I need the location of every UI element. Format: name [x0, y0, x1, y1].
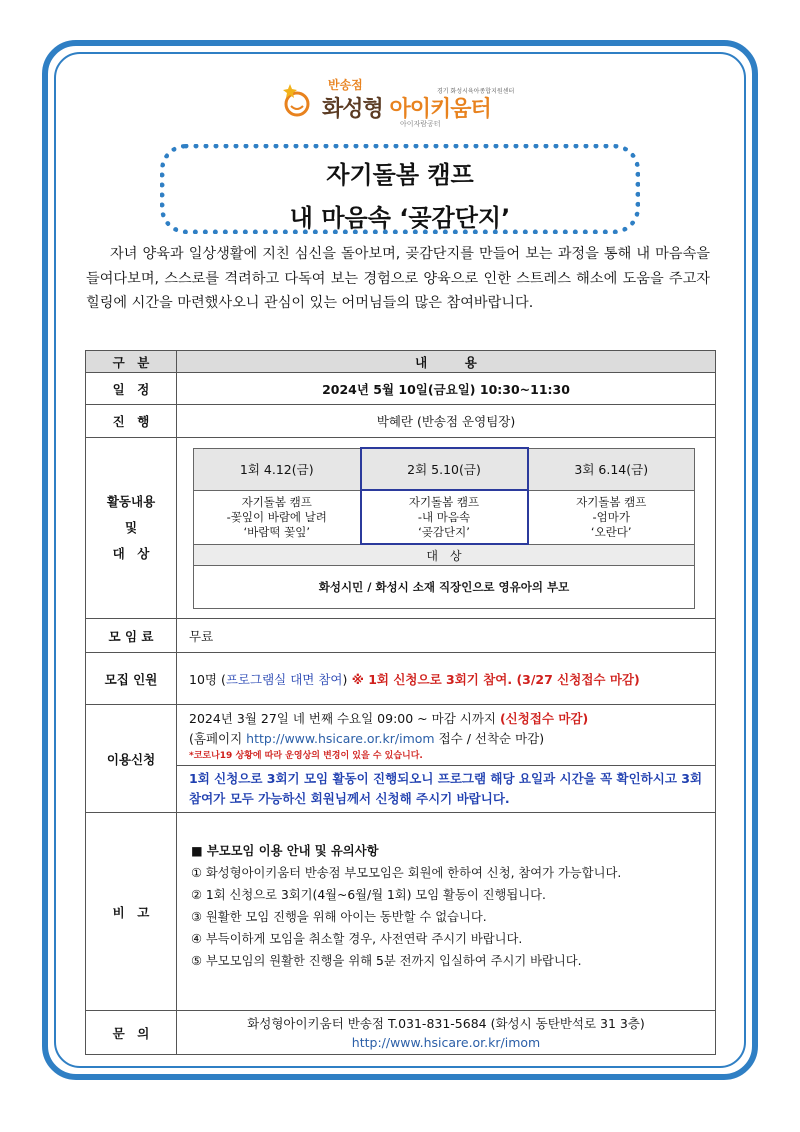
session-body-row — [194, 490, 695, 544]
recruit-row — [86, 653, 716, 705]
apply-homepage-link[interactable]: http://www.hsicare.or.kr/imom — [246, 731, 435, 746]
recruit-close: ) — [342, 671, 348, 687]
recruit-note: ※ 1회 신청으로 3회기 참여. (3/27 신청접수 마감) — [347, 671, 640, 687]
apply-covid-note: *코로나19 상황에 따라 운영상의 변경이 있을 수 있습니다. — [189, 751, 423, 761]
note-item-4: ④ 부득이하게 모임을 취소할 경우, 사전연락 주시기 바랍니다. — [191, 931, 523, 946]
contact-label: 문 의 — [86, 1011, 177, 1055]
note-label: 비 고 — [86, 813, 177, 1011]
apply-deadline: (신청접수 마감) — [499, 711, 589, 726]
target-row — [194, 566, 695, 609]
header-content: 내 용 — [177, 351, 716, 373]
progress-value: 박혜란 (반송점 운영팀장) — [177, 405, 716, 438]
logo-name-part1: 화성형 — [322, 97, 383, 122]
fee-value: 무료 — [177, 619, 716, 653]
apply-line2 — [189, 729, 703, 749]
session-3-line2: -엄마가 — [592, 509, 630, 524]
table-header-row — [86, 351, 716, 373]
header-label: 구 분 — [86, 351, 177, 373]
sun-logo-icon — [282, 82, 316, 118]
activity-content — [177, 438, 716, 619]
activity-label-1: 활동내용 — [106, 494, 156, 509]
apply-row — [86, 705, 716, 813]
contact-link[interactable]: http://www.hsicare.or.kr/imom — [351, 1034, 541, 1050]
logo-gov-text: 경기 화성시육아종합지원센터 — [437, 88, 515, 95]
activity-row — [86, 438, 716, 619]
fee-row — [86, 619, 716, 653]
target-head-row — [194, 544, 695, 566]
contact-content — [177, 1011, 716, 1055]
apply-label: 이용신청 — [86, 705, 177, 813]
session-3-body — [528, 490, 695, 544]
logo — [282, 74, 522, 130]
progress-row — [86, 405, 716, 438]
session-2-line1: 자기돌봄 캠프 — [408, 494, 480, 509]
apply-period: 2024년 3월 27일 네 번째 수요일 09:00 ~ 마감 시까지 — [189, 711, 500, 726]
title-box — [160, 144, 640, 234]
recruit-count: 10명 ( — [189, 671, 226, 687]
note-item-5: ⑤ 부모모임의 원활한 진행을 위해 5분 전까지 입실하여 주시기 바랍니다. — [191, 953, 582, 968]
notes-list — [177, 840, 715, 972]
apply-homepage-post: 접수 / 선착순 마감) — [434, 731, 545, 746]
apply-info — [177, 705, 715, 765]
schedule-value: 2024년 5월 10일(금요일) 10:30~11:30 — [177, 373, 716, 405]
session-table — [193, 447, 695, 609]
logo-name-part2: 아이키움터 — [389, 97, 491, 122]
activity-label-2: 및 — [124, 520, 138, 535]
session-1-head: 1회 4.12(금) — [194, 448, 361, 490]
target-head: 대 상 — [194, 544, 695, 566]
session-1-line2: -꽃잎이 바람에 날려 — [226, 509, 327, 524]
activity-label-3: 대 상 — [112, 546, 150, 561]
target-value: 화성시민 / 화성시 소재 직장인으로 영유아의 부모 — [194, 566, 695, 609]
session-1-line3: ‘바람떡 꽃잎’ — [243, 524, 310, 539]
note-item-2: ② 1회 신청으로 3회기(4월~6월/월 1회) 모임 활동이 진행됩니다. — [191, 887, 546, 902]
session-2-head: 2회 5.10(금) — [361, 448, 528, 490]
note-content — [177, 813, 716, 1011]
intro-text: 자녀 양육과 일상생활에 지친 심신을 돌아보며, 곶감단지를 만들어 보는 과정을 통해 내 마음속을 들여다보며, 스스로를 격려하고 다독여 보는 경험으로 양육으로 인한 스트레스 해소에 도움을 주고자 힐링에 시간을 마련했사오니 관심이 있는 어머님들의 많은 참여바랍니다. — [86, 246, 710, 311]
progress-label: 진 행 — [86, 405, 177, 438]
session-3-line1: 자기돌봄 캠프 — [576, 494, 647, 509]
contact-info: 화성형아이키움터 반송점 T.031-831-5684 (화성시 동탄반석로 31 3층) — [247, 1015, 645, 1031]
apply-line1 — [189, 709, 703, 729]
logo-branch: 반송점 — [328, 78, 363, 92]
activity-label — [86, 438, 177, 619]
note-row — [86, 813, 716, 1011]
logo-sub: 아이자람공터 — [400, 120, 441, 128]
recruit-label: 모집 인원 — [86, 653, 177, 705]
session-2-body — [361, 490, 528, 544]
recruit-mode: 프로그램실 대면 참여 — [225, 671, 343, 687]
session-2-line3: ‘곶감단지’ — [418, 524, 470, 539]
apply-homepage-pre: (홈페이지 — [189, 731, 247, 746]
page-title: 자기돌봄 캠프 — [326, 161, 474, 189]
page-subtitle: 내 마음속 ‘곶감단지’ — [289, 204, 511, 232]
note-item-1: ① 화성형아이키움터 반송점 부모모임은 회원에 한하여 신청, 참여가 가능합니다. — [191, 865, 622, 880]
apply-notice: 1회 신청으로 3회기 모임 활동이 진행되오니 프로그램 해당 요일과 시간을 꼭 확인하시고 3회 참여가 모두 가능하신 회원님께서 신청해 주시기 바랍니다. — [177, 765, 715, 812]
recruit-value — [177, 653, 716, 705]
info-table — [85, 350, 716, 1055]
note-item-3: ③ 원활한 모임 진행을 위해 아이는 동반할 수 없습니다. — [191, 909, 487, 924]
session-2-line2: -내 마음속 — [417, 509, 471, 524]
session-1-body — [194, 490, 361, 544]
fee-label: 모 임 료 — [86, 619, 177, 653]
contact-row — [86, 1011, 716, 1055]
apply-content — [177, 705, 716, 813]
schedule-label: 일 정 — [86, 373, 177, 405]
session-1-line1: 자기돌봄 캠프 — [241, 494, 312, 509]
session-head-row — [194, 448, 695, 490]
session-3-head: 3회 6.14(금) — [528, 448, 695, 490]
session-3-line3: ‘오란다’ — [590, 524, 632, 539]
schedule-row — [86, 373, 716, 405]
notes-heading: ■ 부모모임 이용 안내 및 유의사항 — [191, 843, 379, 858]
